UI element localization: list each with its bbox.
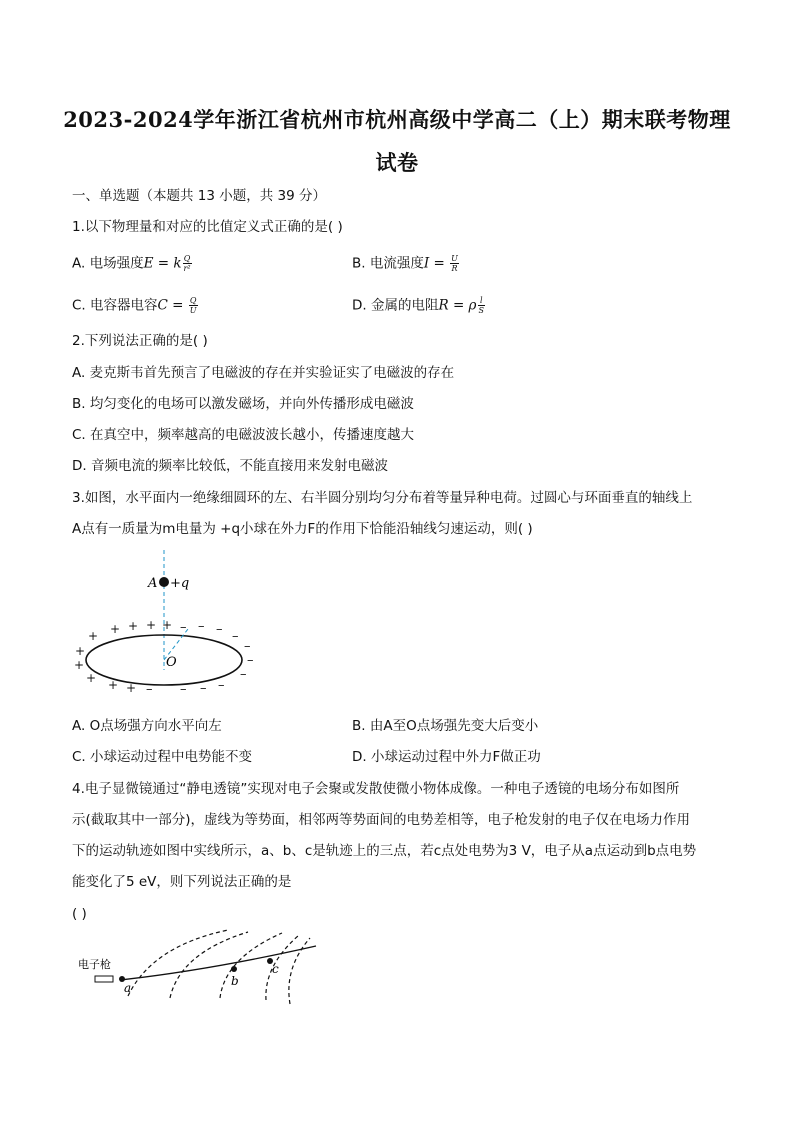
q1-a-fraction	[183, 254, 192, 273]
q1-b-fraction	[450, 254, 459, 273]
q1-b-den: R	[451, 264, 458, 273]
q1-c-lhs: C	[157, 297, 168, 314]
q1-c-label: C. 电容器电容	[72, 297, 158, 314]
q1-stem: 1.以下物理量和对应的比值定义式正确的是( )	[72, 219, 343, 235]
q3-label-o: O	[166, 655, 177, 670]
q2-option-c: C. 在真空中，频率越高的电磁波波长越小，传播速度越大	[72, 427, 415, 443]
q4-stem-line3: 下的运动轨迹如图中实线所示，a、b、c是轨迹上的三点，若c点处电势为3 V，电子从a点运动到b点电势	[72, 843, 697, 859]
svg-text:–: –	[218, 678, 225, 693]
q4-equipotential-lines	[128, 930, 310, 1004]
q1-c-eq: =	[167, 297, 188, 314]
svg-text:–: –	[244, 639, 251, 654]
q1-option-a	[72, 254, 193, 273]
q1-c-num: Q	[189, 296, 197, 305]
q1-d-lhs: R	[438, 297, 449, 314]
svg-text:–: –	[180, 620, 187, 635]
exam-title-line1: 2023-2024学年浙江省杭州市杭州高级中学高二（上）期末联考物理	[63, 107, 731, 132]
q4-electron-gun	[95, 976, 113, 982]
q1-b-label: B. 电流强度	[352, 255, 424, 272]
svg-text:+: +	[108, 678, 119, 692]
svg-text:+: +	[162, 618, 173, 632]
svg-text:–: –	[232, 629, 239, 644]
q3-ring-figure	[60, 545, 280, 705]
q1-a-den: r²	[183, 264, 191, 273]
q2-option-a: A. 麦克斯韦首先预言了电磁波的存在并实验证实了电磁波的存在	[72, 365, 455, 381]
q4-stem-line1: 4.电子显微镜通过“静电透镜”实现对电子会聚或发散使微小物体成像。一种电子透镜的电场分布如图所	[72, 781, 680, 797]
exam-title-line2: 试卷	[375, 150, 419, 175]
section-heading: 一、单选题（本题共 13 小题，共 39 分）	[72, 188, 327, 204]
q3-label-a: A	[148, 576, 158, 591]
svg-text:+: +	[146, 618, 157, 632]
svg-text:–: –	[240, 667, 247, 682]
svg-text:+: +	[74, 658, 85, 672]
q4-label-a: a	[124, 981, 132, 995]
q1-d-eq: = ρ	[448, 297, 477, 314]
q3-point-a-ball	[159, 577, 169, 587]
svg-text:–: –	[247, 653, 254, 668]
q3-positive-charges	[74, 618, 172, 695]
svg-text:–: –	[180, 682, 187, 697]
q1-a-label: A. 电场强度	[72, 255, 144, 272]
svg-text:–: –	[216, 622, 223, 637]
q2-stem: 2.下列说法正确的是( )	[72, 333, 208, 349]
q3-stem-line2: A点有一质量为m电量为 +q小球在外力F的作用下恰能沿轴线匀速运动，则( )	[72, 521, 533, 537]
q4-point-b	[231, 966, 237, 972]
q4-answer-paren: ( )	[72, 906, 87, 922]
q3-stem-line1: 3.如图，水平面内一绝缘细圆环的左、右半圆分别均匀分布着等量异种电荷。过圆心与环面垂直的轴线上	[72, 490, 693, 506]
q4-electron-trajectory	[120, 946, 316, 980]
q4-stem-line2: 示(截取其中一部分)，虚线为等势面，相邻两等势面间的电势差相等，电子枪发射的电子仅在电场力作用	[72, 812, 691, 828]
q2-option-d: D. 音频电流的频率比较低，不能直接用来发射电磁波	[72, 458, 388, 474]
q1-d-num: l	[478, 296, 485, 306]
q1-c-den: U	[189, 306, 197, 315]
q4-electron-lens-figure	[70, 928, 330, 1008]
q1-option-b	[352, 254, 460, 273]
q3-label-q: +q	[170, 576, 190, 591]
q1-a-eq: = k	[153, 255, 182, 272]
svg-text:+: +	[126, 681, 137, 695]
q1-b-num: U	[451, 254, 458, 263]
q4-stem-line4: 能变化了5 eV，则下列说法正确的是	[72, 874, 292, 890]
q1-d-den: S	[478, 306, 484, 315]
q1-a-num: Q	[183, 254, 191, 263]
q1-c-fraction	[189, 296, 198, 315]
q1-b-eq: =	[429, 255, 450, 272]
q3-option-b: B. 由A至O点场强先变大后变小	[352, 718, 539, 734]
svg-text:+: +	[86, 671, 97, 685]
q4-label-c: c	[272, 962, 279, 976]
q4-label-b: b	[231, 974, 239, 988]
svg-text:–: –	[198, 619, 205, 634]
q3-option-d: D. 小球运动过程中外力F做正功	[352, 749, 541, 765]
q2-option-b: B. 均匀变化的电场可以激发磁场，并向外传播形成电磁波	[72, 396, 414, 412]
q1-b-lhs: I	[423, 255, 430, 272]
svg-text:+: +	[88, 629, 99, 643]
svg-text:+: +	[128, 619, 139, 633]
q1-option-c	[72, 296, 199, 315]
svg-text:+: +	[110, 622, 121, 636]
svg-text:+: +	[75, 644, 86, 658]
q1-option-d	[352, 296, 486, 315]
q1-d-fraction	[478, 296, 485, 315]
svg-text:–: –	[200, 681, 207, 696]
q4-label-gun: 电子枪	[78, 958, 111, 971]
q1-d-label: D. 金属的电阻	[352, 297, 439, 314]
q3-option-a: A. O点场强方向水平向左	[72, 718, 222, 734]
svg-text:–: –	[146, 682, 153, 697]
q3-option-c: C. 小球运动过程中电势能不变	[72, 749, 253, 765]
q1-a-lhs: E	[143, 255, 154, 272]
